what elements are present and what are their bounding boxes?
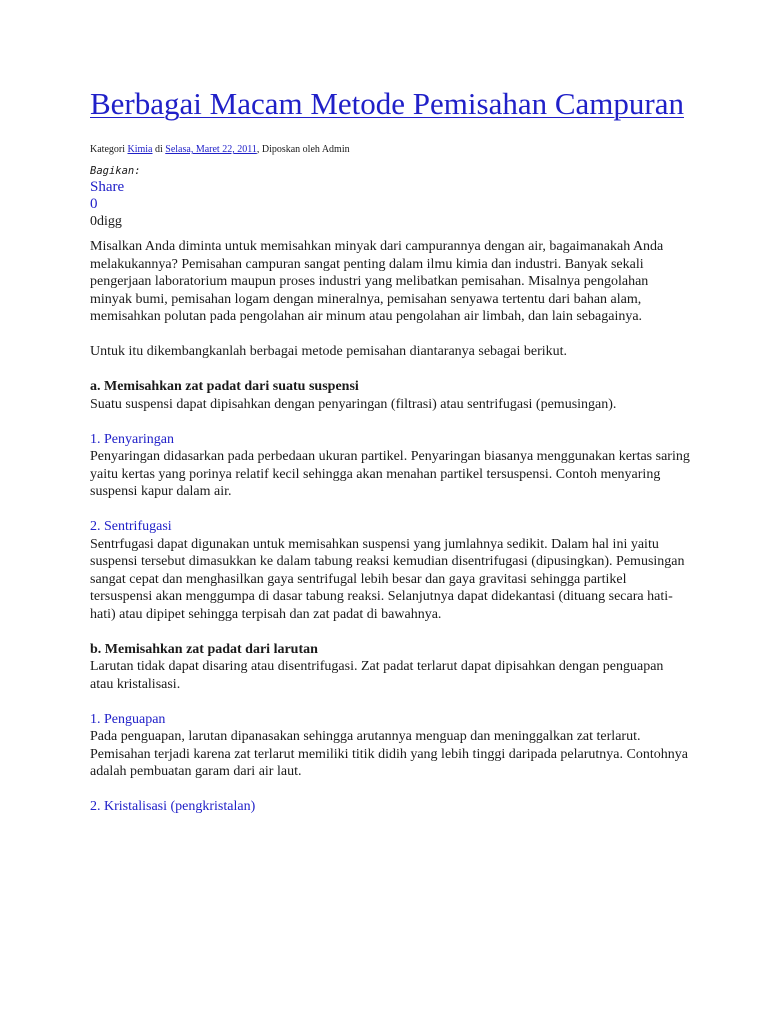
share-link[interactable]: Share <box>90 179 125 195</box>
meta-suffix: , Diposkan oleh Admin <box>256 144 350 155</box>
section-a-sub1-text: Penyaringan didasarkan pada perbedaan ukuran partikel. Penyaringan biasanya menggunakan kertas saring yaitu kertas yang porinya relatif kecil sehingga akan menahan partikel tersuspensi. Contoh menyaring suspensi kapur dalam air. <box>90 449 690 499</box>
article-title[interactable]: Berbagai Macam Metode Pemisahan Campuran <box>90 86 684 121</box>
meta-in: di <box>152 144 166 155</box>
section-b-text: Larutan tidak dapat disaring atau disentrifugasi. Zat padat terlarut dapat dipisahkan dengan penguapan atau kristalisasi. <box>90 659 664 692</box>
share-block <box>90 165 690 231</box>
section-a-sub2-title: 2. Sentrifugasi <box>90 519 172 534</box>
section-a-sub1-title: 1. Penyaringan <box>90 431 174 447</box>
share-count[interactable]: 0 <box>90 196 98 212</box>
share-label: Bagikan: <box>90 165 141 177</box>
section-a-sub2-text: Sentrfugasi dapat digunakan untuk memisahkan suspensi yang jumlahnya sedikit. Dalam hal ini yaitu suspensi tersebut dimasukkan ke dalam tabung reaksi kemudian disentrifugasi (dipusingkan). Pemusingan sangat cepat dan menghasilkan gaya sentrifugal lebih besar dan gaya gravitasi sehingga partikel tersuspensi akan menggumpa di dasar tabung reaksi. Selanjutnya dapat didekantasi (dituang secara hati-hati) atau dipipet sehingga terpisah dan zat padat di bawahnya. <box>90 536 685 622</box>
date-link[interactable]: Selasa, Maret 22, 2011 <box>165 144 257 155</box>
section-a-title: a. Memisahkan zat padat dari suatu suspensi <box>90 379 359 394</box>
post-meta <box>90 143 690 157</box>
meta-prefix: Kategori <box>90 144 128 155</box>
category-link[interactable]: Kimia <box>127 144 153 155</box>
intro-paragraph: Misalkan Anda diminta untuk memisahkan minyak dari campurannya dengan air, bagaimanakah Anda melakukannya? Pemisahan campuran sangat penting dalam ilmu kimia dan industri. Banyak sekali pengerjaan laboratorium maupun proses industri yang melibatkan pemisahan. Misalnya pengolahan minyak bumi, pemisahan logam dengan mineralnya, pemisahan senyawa tertentu dari bahan alam, memisahkan polutan pada pengolahan air minum atau pengolahan air limbah, dan lain sebagainya. <box>90 239 664 324</box>
section-b-sub1-text: Pada penguapan, larutan dipanasakan sehingga arutannya menguap dan meninggalkan zat terlarut. Pemisahan terjadi karena zat terlarut memiliki titik didih yang lebih tinggi daripada pelarutnya. Contohnya adalah pembuatan garam dari air laut. <box>90 729 688 779</box>
digg-count[interactable]: 0digg <box>90 214 122 229</box>
section-b-title: b. Memisahkan zat padat dari larutan <box>90 641 318 657</box>
section-b-sub2-title: 2. Kristalisasi (pengkristalan) <box>90 799 256 814</box>
section-b-sub1-title: 1. Penguapan <box>90 711 166 727</box>
intro-paragraph-2: Untuk itu dikembangkanlah berbagai metode pemisahan diantaranya sebagai berikut. <box>90 344 568 359</box>
section-a-text: Suatu suspensi dapat dipisahkan dengan penyaringan (filtrasi) atau sentrifugasi (pemusingan). <box>90 396 617 412</box>
article <box>90 86 690 816</box>
